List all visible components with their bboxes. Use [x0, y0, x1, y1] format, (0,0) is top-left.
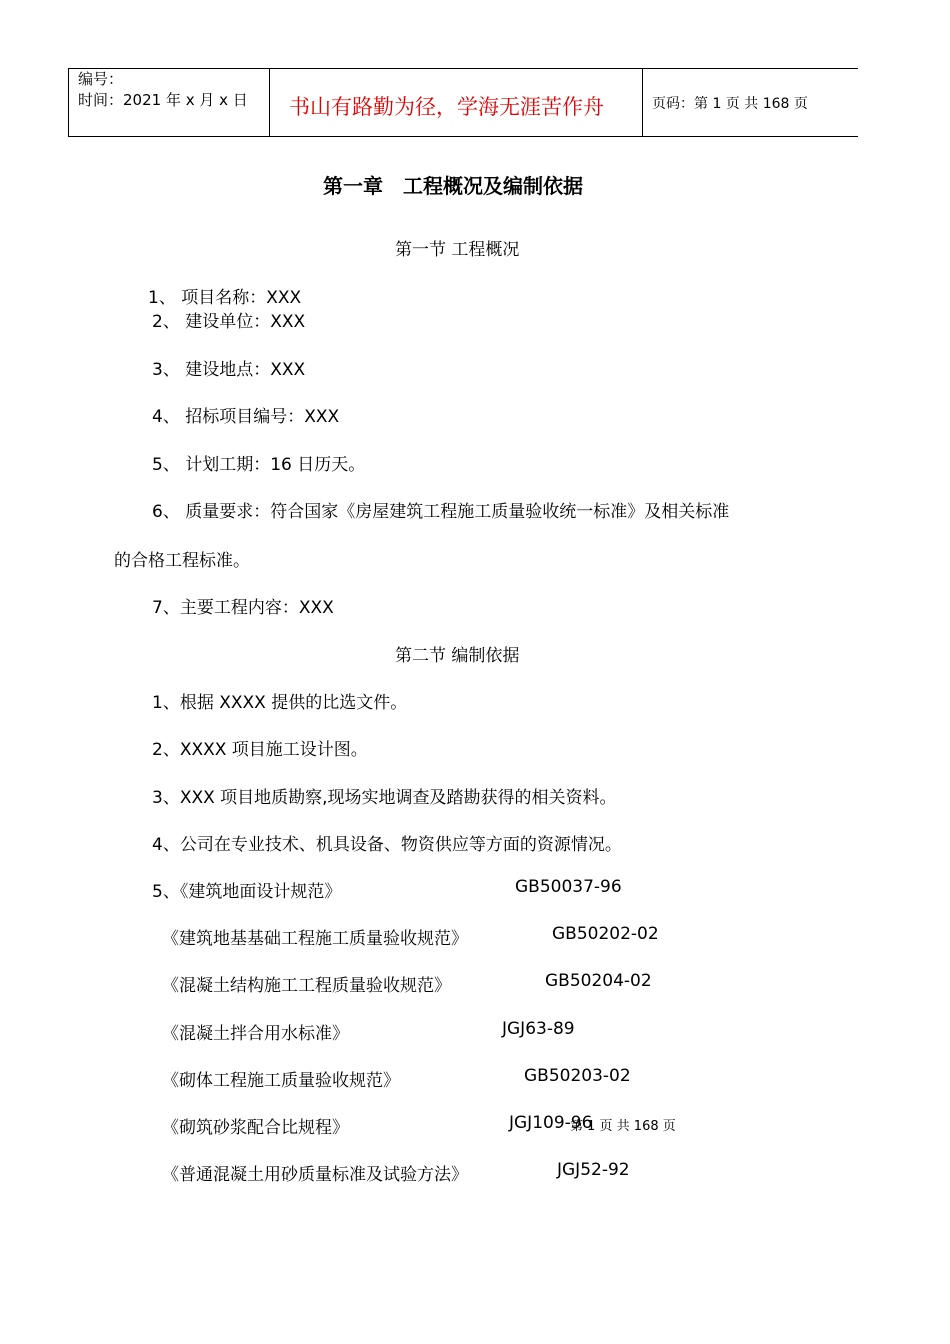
standard-code: JGJ52-92 [557, 1160, 630, 1180]
list-item-continuation: 的合格工程标准。 [114, 551, 250, 571]
page-footer-overlay: 第 1 页 共 168 页 [570, 1119, 676, 1134]
list-item: 2、XXXX 项目施工设计图。 [152, 740, 368, 760]
standard-code: GB50202-02 [552, 924, 659, 944]
list-item: 1、根据 XXXX 提供的比选文件。 [152, 693, 408, 713]
list-item: 3、 建设地点：XXX [152, 360, 306, 380]
list-item: 6、 质量要求：符合国家《房屋建筑工程施工质量验收统一标准》及相关标准 [152, 502, 730, 522]
time-label: 时间：2021 年 x 月 x 日 [78, 91, 248, 109]
number-label: 编号： [78, 70, 124, 88]
page-info: 页码：第 1 页 共 168 页 [652, 96, 808, 112]
header-meta-cell [68, 69, 270, 136]
standard-name: 《混凝土拌合用水标准》 [162, 1024, 349, 1044]
header-table [68, 68, 858, 137]
list-item: 3、XXX 项目地质勘察,现场实地调查及踏勘获得的相关资料。 [152, 788, 617, 808]
standard-code: GB50204-02 [545, 971, 652, 991]
standard-name: 《建筑地基基础工程施工质量验收规范》 [162, 929, 468, 949]
standard-name: 《普通混凝土用砂质量标准及试验方法》 [162, 1165, 468, 1185]
list-item: 2、 建设单位：XXX [152, 312, 306, 332]
list-item: 7、主要工程内容：XXX [152, 598, 334, 618]
header-motto-cell [269, 69, 643, 136]
list-item: 4、公司在专业技术、机具设备、物资供应等方面的资源情况。 [152, 835, 622, 855]
list-item: 5、 计划工期：16 日历天。 [152, 455, 366, 475]
standard-name: 《砌体工程施工质量验收规范》 [162, 1071, 400, 1091]
section-title-2: 第二节 编制依据 [395, 646, 520, 666]
standard-code: JGJ109-96 [509, 1113, 593, 1133]
chapter-title: 第一章 工程概况及编制依据 [323, 174, 583, 198]
standard-code: GB50203-02 [524, 1066, 631, 1086]
standard-name: 5、《建筑地面设计规范》 [152, 882, 342, 902]
standard-name: 《砌筑砂浆配合比规程》 [162, 1118, 349, 1138]
standard-code: GB50037-96 [515, 877, 622, 897]
list-item: 4、 招标项目编号：XXX [152, 407, 340, 427]
motto: 书山有路勤为径，学海无涯苦作舟 [289, 95, 604, 119]
section-title-1: 第一节 工程概况 [395, 240, 520, 260]
standard-code: JGJ63-89 [502, 1019, 575, 1039]
list-item: 1、 项目名称：XXX [148, 288, 302, 308]
standard-name: 《混凝土结构施工工程质量验收规范》 [162, 976, 451, 996]
